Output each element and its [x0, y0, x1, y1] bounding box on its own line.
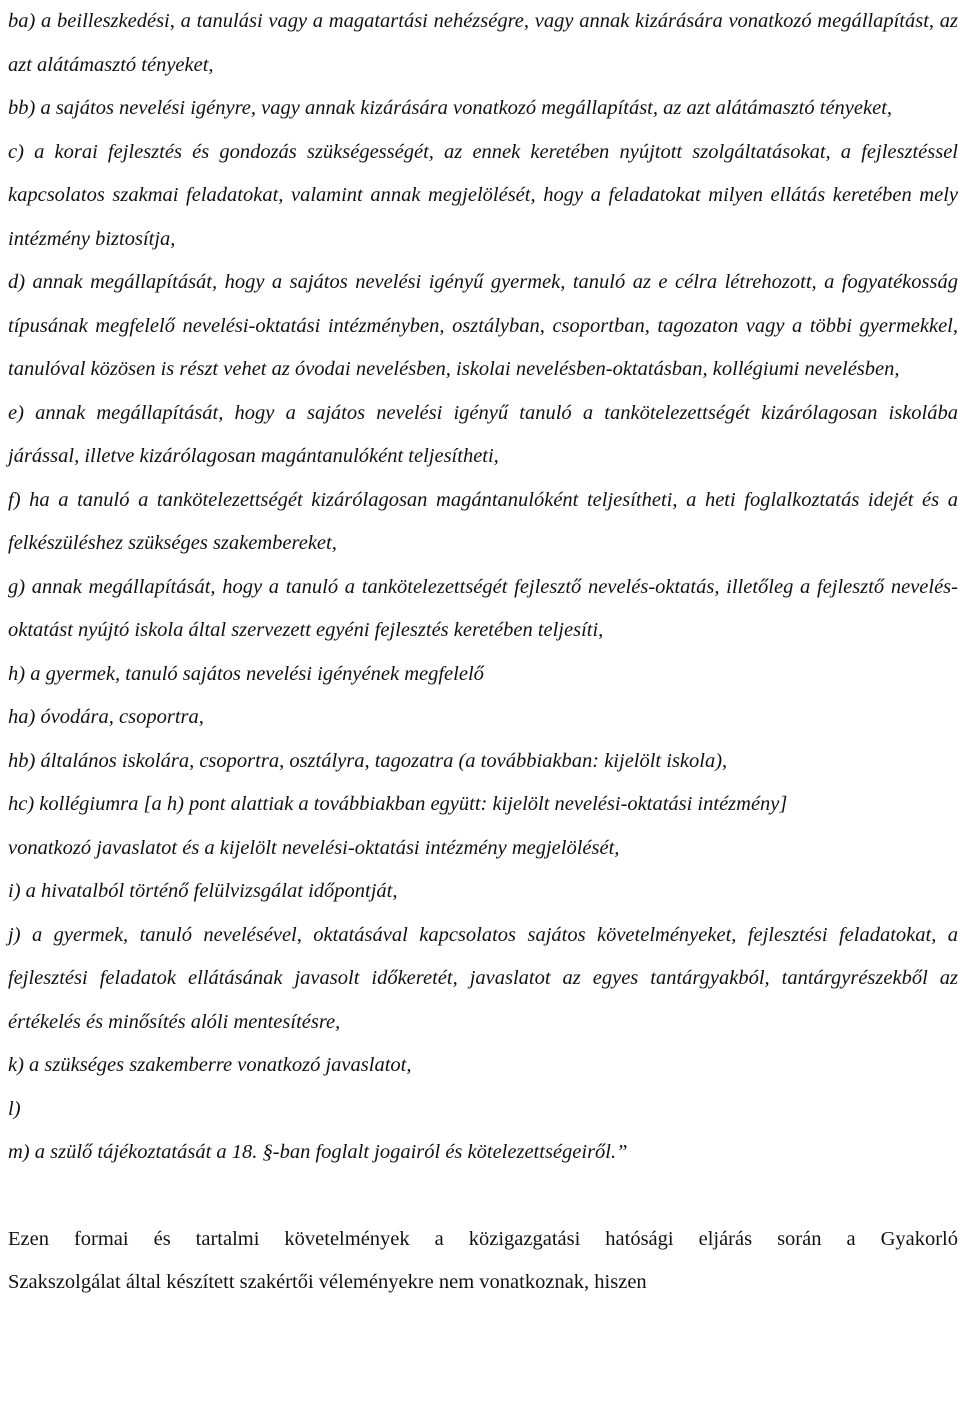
item-ha: ha) óvodára, csoportra, [8, 706, 204, 728]
item-ba: ba) a beilleszkedési, a tanulási vagy a magatartási nehézségre, vagy annak kizárására vonatkozó megállapítást, az azt alátámasztó tényeket, [8, 10, 958, 76]
item-f: f) ha a tanuló a tankötelezettségét kizárólagosan magántanulóként teljesítheti, a heti foglalkoztatás idejét és a felkészüléshez szükséges szakembereket, [8, 488, 958, 554]
item-j: j) a gyermek, tanuló nevelésével, oktatásával kapcsolatos sajátos követelményeket, fejlesztési feladatokat, a fejlesztési feladatok ellátásának javasolt időkeretét, javaslatot az egyes tantárgyakból, tantárgyrészekből az értékelés és minősítés alóli mentesítésre, [8, 923, 958, 1033]
item-g: g) annak megállapítását, hogy a tanuló a tankötelezettségét fejlesztő nevelés-oktatás, illetőleg a fejlesztő nevelés-oktatást nyújtó iskola által szervezett egyéni fejlesztés keretében teljesíti, [8, 575, 958, 641]
item-m: m) a szülő tájékoztatását a 18. §-ban foglalt jogairól és kötelezettségeiről.” [8, 1141, 628, 1163]
closing-line-1: Ezen formai és tartalmi követelmények a közigazgatási hatósági eljárás során a Gyakorló [8, 1227, 958, 1250]
closing-line-2: Szakszolgálat által készített szakértői véleményekre nem vonatkoznak, hiszen [8, 1271, 647, 1293]
item-bb: bb) a sajátos nevelési igényre, vagy annak kizárására vonatkozó megállapítást, az azt alátámasztó tényeket, [8, 97, 893, 119]
item-h: h) a gyermek, tanuló sajátos nevelési igényének megfelelő [8, 662, 484, 685]
item-vonatkozo: vonatkozó javaslatot és a kijelölt nevelési-oktatási intézmény megjelölését, [8, 836, 620, 859]
item-c: c) a korai fejlesztés és gondozás szükségességét, az ennek keretében nyújtott szolgáltatásokat, a fejlesztéssel kapcsolatos szakmai feladatokat, valamint annak megjelölését, hogy a feladatokat milyen ellátás keretében mely intézmény biztosítja, [8, 140, 958, 250]
item-hc: hc) kollégiumra [a h) pont alattiak a továbbiakban együtt: kijelölt nevelési-oktatási intézmény] [8, 793, 788, 815]
item-hb: hb) általános iskolára, csoportra, osztályra, tagozatra (a továbbiakban: kijelölt iskola), [8, 749, 728, 772]
item-k: k) a szükséges szakemberre vonatkozó javaslatot, [8, 1054, 412, 1076]
item-d: d) annak megállapítását, hogy a sajátos nevelési igényű gyermek, tanuló az e célra létrehozott, a fogyatékosság típusának megfelelő nevelési-oktatási intézményben, osztályban, csoportban, tagozaton vagy a többi gyermekkel, tanulóval közösen is részt vehet az óvodai nevelésben, iskolai nevelésben-oktatásban, kollégiumi nevelésben, [8, 271, 958, 380]
closing-paragraph [8, 1218, 958, 1305]
paragraph-gap [8, 1175, 958, 1218]
item-e: e) annak megállapítását, hogy a sajátos nevelési igényű tanuló a tankötelezettségét kizárólagosan iskolába járással, illetve kizárólagosan magántanulóként teljesítheti, [8, 401, 958, 467]
item-i: i) a hivatalból történő felülvizsgálat időpontját, [8, 880, 398, 902]
document-page [8, 0, 958, 1305]
item-l: l) [8, 1097, 21, 1120]
